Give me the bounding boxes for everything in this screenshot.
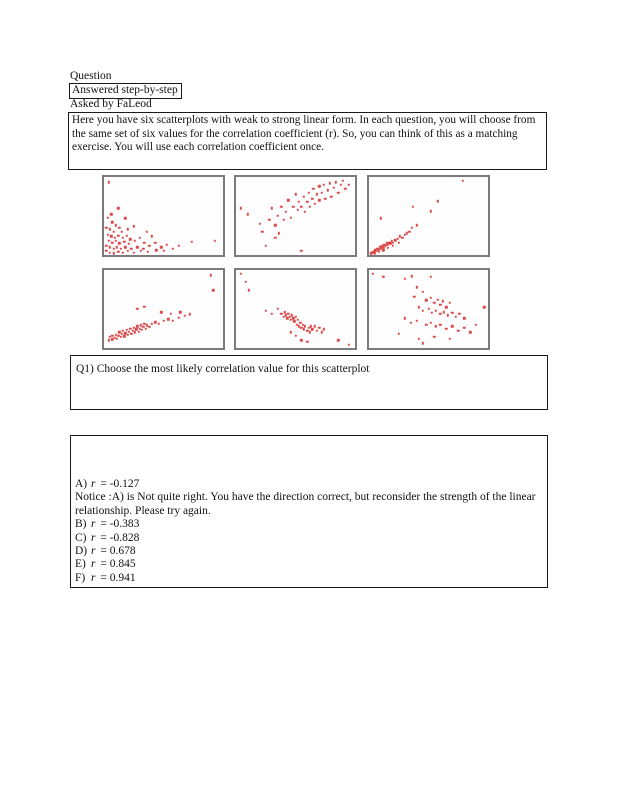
scatter-point (265, 309, 267, 311)
scatter-point (124, 217, 126, 219)
scatter-point (335, 181, 337, 183)
scatter-point (443, 311, 445, 313)
scatter-point (259, 223, 261, 225)
scatter-point (412, 205, 414, 207)
scatter-point (127, 334, 129, 336)
scatter-point (108, 240, 110, 242)
scatter-point (244, 280, 246, 282)
scatter-point (122, 237, 124, 239)
scatter-point (142, 248, 144, 250)
scatter-point (109, 246, 111, 248)
scatter-point (293, 320, 295, 322)
scatter-point (191, 241, 193, 243)
scatter-point (137, 330, 139, 332)
scatter-point (188, 313, 190, 315)
scatter-point (280, 205, 282, 207)
scatter-point (415, 319, 417, 321)
scatter-point (413, 295, 415, 297)
scatter-point (421, 291, 423, 293)
scatter-point (162, 250, 164, 252)
scatter-point (304, 325, 306, 327)
scatter-point (172, 319, 174, 321)
scatter-point (136, 246, 138, 248)
scatter-point (415, 286, 417, 288)
scatter-point (433, 302, 435, 304)
scatter-point (276, 215, 278, 217)
scatter-point (114, 237, 116, 239)
scatter-point (445, 306, 447, 308)
scatterplot-4 (102, 268, 225, 350)
scatter-point (278, 232, 280, 234)
scatterplot-1 (102, 175, 225, 257)
scatter-point (270, 207, 272, 209)
scatter-point (434, 309, 436, 311)
scatter-point (117, 251, 119, 253)
scatter-point (184, 315, 186, 317)
scatter-point (141, 329, 143, 331)
scatter-point (344, 187, 346, 189)
scatter-point (143, 241, 145, 243)
scatter-point (112, 230, 114, 232)
scatter-point (119, 336, 121, 338)
question-heading: Question (70, 70, 112, 82)
scatter-point (274, 224, 276, 226)
scatter-point (118, 242, 120, 244)
scatter-point (449, 337, 451, 339)
scatter-point (178, 244, 180, 246)
scatter-point (313, 202, 315, 204)
scatter-point (455, 316, 457, 318)
scatter-point (313, 325, 315, 327)
answer-option-d (75, 545, 541, 558)
scatter-point (294, 316, 296, 318)
scatter-point (469, 331, 471, 333)
scatter-point (105, 244, 107, 246)
scatter-point (330, 195, 332, 197)
scatter-point (291, 314, 293, 316)
correlation-symbol: r (91, 531, 96, 544)
scatter-point (160, 311, 162, 313)
scatter-point (300, 339, 302, 341)
scatter-point (430, 210, 432, 212)
scatter-point (311, 328, 313, 330)
scatter-point (332, 187, 334, 189)
scatter-point (403, 277, 405, 279)
scatter-point (309, 331, 311, 333)
scatter-point (290, 331, 292, 333)
scatter-point (130, 248, 132, 250)
scatter-point (105, 226, 107, 228)
answer-option-b (75, 518, 541, 531)
scatter-point (270, 312, 272, 314)
scatter-point (318, 185, 320, 187)
option-letter: D) (75, 545, 88, 558)
scatter-point (425, 323, 427, 325)
scatter-point (398, 241, 400, 243)
scatter-point (446, 314, 448, 316)
scatter-point (430, 276, 432, 278)
option-value: = 0.845 (97, 558, 136, 571)
answer-option-e (75, 558, 541, 571)
scatter-point (434, 325, 436, 327)
option-value: = 0.941 (97, 571, 136, 584)
scatter-point (117, 234, 119, 236)
scatter-point (421, 309, 423, 311)
scatterplot-5 (234, 268, 357, 350)
scatter-point (172, 248, 174, 250)
answer-options-list (71, 436, 547, 585)
instructions-text: Here you have six scatterplots with weak to strong linear form. In each question, you will choose from the same set of six values for the correlation coefficient (r). So, you can think of this as a matching exercise. You will use each correlation coefficient once. (72, 114, 536, 154)
scatter-point (427, 308, 429, 310)
scatter-point (312, 187, 314, 189)
scatter-point (143, 305, 145, 307)
scatter-point (382, 276, 384, 278)
instructions-box (68, 112, 547, 170)
scatter-point (292, 205, 294, 207)
scatter-point (463, 317, 465, 319)
scatter-point (124, 246, 126, 248)
scatter-point (128, 243, 130, 245)
scatter-point (403, 317, 405, 319)
scatter-point (111, 221, 113, 223)
scatter-point (430, 322, 432, 324)
option-value: = 0.678 (97, 545, 136, 558)
scatter-point (111, 241, 113, 243)
scatter-point (409, 322, 411, 324)
scatter-point (437, 298, 439, 300)
scatter-point (133, 251, 135, 253)
scatter-point (337, 339, 339, 341)
scatter-point (140, 250, 142, 252)
scatter-point (398, 333, 400, 335)
correlation-symbol: r (91, 558, 96, 571)
scatter-point (148, 244, 150, 246)
scatter-point (433, 336, 435, 338)
scatter-point (439, 323, 441, 325)
scatter-point (155, 249, 157, 251)
scatter-point (268, 219, 270, 221)
option-value: = -0.383 (97, 518, 140, 531)
answer-option-f (75, 572, 541, 585)
option-value: = -0.828 (97, 531, 140, 544)
scatter-point (377, 251, 379, 253)
scatter-point (115, 240, 117, 242)
scatter-point (326, 189, 328, 191)
scatter-point (300, 250, 302, 252)
scatter-point (316, 330, 318, 332)
scatter-point (154, 321, 156, 323)
scatter-point (421, 342, 423, 344)
scatter-point (306, 201, 308, 203)
answer-option-c (75, 532, 541, 545)
scatter-point (458, 312, 460, 314)
correlation-symbol: r (91, 478, 96, 490)
scatter-point (392, 244, 394, 246)
scatter-point (318, 327, 320, 329)
scatter-point (342, 180, 344, 182)
scatter-point (396, 237, 398, 239)
option-letter: C) (75, 531, 87, 544)
scatter-point (248, 289, 250, 291)
scatter-point (210, 274, 212, 276)
scatter-point (439, 312, 441, 314)
option-value: = -0.127 (97, 478, 140, 490)
scatter-point (451, 325, 453, 327)
scatter-point (298, 201, 300, 203)
scatter-point (125, 234, 127, 236)
scatter-point (462, 180, 464, 182)
scatter-point (284, 311, 286, 313)
scatter-point (146, 230, 148, 232)
scatter-point (282, 219, 284, 221)
scatter-point (122, 251, 124, 253)
answer-option-a (75, 478, 541, 491)
scatter-point (116, 246, 118, 248)
scatter-point (348, 344, 350, 346)
scatter-point (127, 250, 129, 252)
scatter-point (274, 237, 276, 239)
scatter-point (110, 213, 112, 215)
scatter-point (307, 191, 309, 193)
correlation-symbol: r (91, 518, 96, 531)
scatter-point (112, 248, 114, 250)
scatter-point (374, 252, 376, 254)
scatter-point (411, 226, 413, 228)
scatter-point (411, 275, 413, 277)
option-letter: A) (75, 478, 88, 490)
scatter-point (116, 337, 118, 339)
scatter-point (106, 234, 108, 236)
scatter-point (320, 191, 322, 193)
scatter-point (133, 225, 135, 227)
scatter-point (311, 198, 313, 200)
scatter-point (306, 341, 308, 343)
scatter-point (240, 273, 242, 275)
scatter-point (117, 207, 119, 209)
correlation-symbol: r (91, 545, 96, 558)
scatter-point (451, 312, 453, 314)
scatter-point (324, 198, 326, 200)
scatter-point (387, 247, 389, 249)
scatter-point (121, 230, 123, 232)
scatter-point (415, 224, 417, 226)
scatter-point (115, 224, 117, 226)
scatter-point (127, 228, 129, 230)
scatter-point (144, 327, 146, 329)
scatter-point (179, 311, 181, 313)
scatter-point (150, 323, 152, 325)
scatter-point (160, 246, 162, 248)
scatter-point (280, 312, 282, 314)
scatter-point (329, 182, 331, 184)
feedback-text: Notice :A) is Not quite right. You have the direction correct, but reconsider the strength of the linear relationship. Please try again. (75, 491, 536, 517)
scatter-point (162, 319, 164, 321)
scatter-point (425, 299, 427, 301)
scatter-point (297, 319, 299, 321)
scatter-point (129, 238, 131, 240)
scatter-point (119, 248, 121, 250)
question-1-box (70, 355, 548, 410)
scatter-point (348, 184, 350, 186)
scatter-point (276, 308, 278, 310)
scatter-point (118, 226, 120, 228)
scatter-point (300, 205, 302, 207)
scatter-point (106, 216, 108, 218)
scatter-point (431, 312, 433, 314)
scatter-point (169, 312, 171, 314)
scatter-point (158, 323, 160, 325)
scatterplot-6 (367, 268, 490, 350)
option-letter: F) (75, 571, 86, 584)
scatter-point (401, 237, 403, 239)
scatter-point (247, 213, 249, 215)
scatter-point (303, 328, 305, 330)
scatter-point (439, 304, 441, 306)
scatter-point (408, 230, 410, 232)
scatter-point (475, 323, 477, 325)
option-letter: B) (75, 518, 87, 531)
scatter-point (382, 249, 384, 251)
scatter-point (316, 193, 318, 195)
scatterplot-3 (367, 175, 490, 257)
scatter-point (463, 327, 465, 329)
scatter-point (340, 184, 342, 186)
scatter-point (154, 241, 156, 243)
scatter-point (309, 205, 311, 207)
scatter-point (290, 216, 292, 218)
scatter-point (178, 316, 180, 318)
scatter-point (285, 211, 287, 213)
scatter-point (261, 230, 263, 232)
scatter-point (449, 302, 451, 304)
scatter-point (134, 240, 136, 242)
scatter-point (418, 337, 420, 339)
scatter-point (371, 273, 373, 275)
correlation-symbol: r (91, 571, 96, 584)
scatter-point (304, 211, 306, 213)
scatter-point (310, 325, 312, 327)
scatter-point (320, 331, 322, 333)
scatter-point (112, 252, 114, 254)
scatter-point (337, 191, 339, 193)
scatter-point (167, 318, 169, 320)
scatter-point (134, 331, 136, 333)
scatter-point (418, 306, 420, 308)
scatter-point (483, 306, 485, 308)
scatter-point (430, 297, 432, 299)
scatter-point (392, 241, 394, 243)
scatter-point (138, 237, 140, 239)
scatter-point (297, 209, 299, 211)
scatter-point (445, 327, 447, 329)
scatter-point (457, 330, 459, 332)
scatter-point (323, 184, 325, 186)
scatter-point (130, 333, 132, 335)
scatter-point (108, 181, 110, 183)
scatter-point (105, 250, 107, 252)
scatter-point (294, 193, 296, 195)
question-1-text: Q1) Choose the most likely correlation value for this scatterplot (76, 363, 370, 375)
scatter-point (240, 207, 242, 209)
scatter-point (110, 235, 112, 237)
scatter-point (294, 334, 296, 336)
answer-box (70, 435, 548, 588)
scatter-point (136, 308, 138, 310)
scatter-point (380, 217, 382, 219)
option-letter: E) (75, 558, 86, 571)
scatter-point (318, 199, 320, 201)
answered-step-by-step-badge: Answered step-by-step (69, 83, 182, 99)
scatter-point (287, 199, 289, 201)
scatterplot-2 (234, 175, 357, 257)
asked-by-text: Asked by FaLeod (70, 98, 152, 110)
scatter-point (123, 335, 125, 337)
scatter-point (147, 251, 149, 253)
scatter-point (437, 200, 439, 202)
scatter-point (442, 300, 444, 302)
scatter-point (303, 195, 305, 197)
scatter-point (212, 289, 214, 291)
scatter-point (150, 235, 152, 237)
scatter-point (323, 328, 325, 330)
scatter-point (148, 326, 150, 328)
scatter-point (108, 339, 110, 341)
scatter-point (166, 244, 168, 246)
scatter-point (265, 244, 267, 246)
scatter-point (109, 251, 111, 253)
scatter-point (123, 241, 125, 243)
scatter-point (287, 312, 289, 314)
scatter-point (213, 240, 215, 242)
scatter-point (109, 228, 111, 230)
